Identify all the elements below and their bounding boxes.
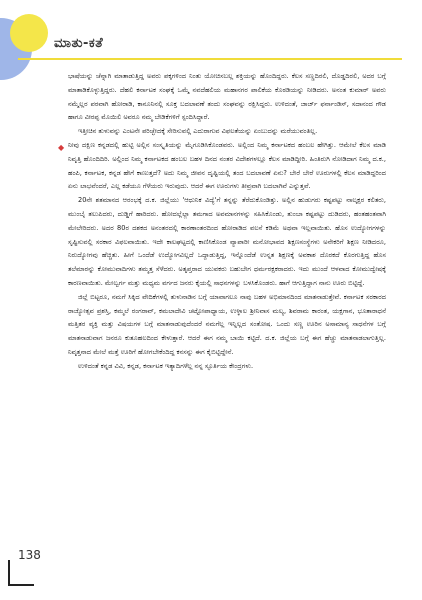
page-number: 138 bbox=[18, 548, 41, 562]
paragraph: ಭಾಷೆಯನ್ನು ಚೆನ್ನಾಗಿ ಮಾತಾಡುತ್ತಿದ್ದ ಅವರು ಪಕ್ಕಗಳಿಂದ ನಿಂತು ಯೋಚಿಸಬಲ್ಲ ಶಕ್ತಿಯನ್ನು ಹೊಂದಿದ್ದರು. ಕೆಲಸ ಸಣ್ಣದಿರಲಿ, ದೊಡ್ಡದಿರಲಿ, ಅದರ ಬಗ್ಗೆ ಮಾತಾಡಿಕೊಳ್ಳುತ್ತಿದ್ದರು. ದೆಹಲಿ ಕರ್ನಾಟಕ ಸಂಘಕ್ಕೆ ಒಮ್ಮೆ ನವದೆಹಲಿಯ ಮಹಾನಗರ ಪಾಲಿಕೆಯ ಕೊಠಡಿಯನ್ನು ನೀಡಿದರು. ಅನಂತ ಕುಮಾರ್ ಅವರು ನಮ್ಮೆಲ್ಲರ ಪರವಾಗಿ ಹೋರಾಡಿ, ಕಾನೂನಿನಲ್ಲಿ ಸೂಕ್ತ ಬದಲಾವಣೆ ತಂದು ಸಂಘವನ್ನು ರಕ್ಷಿಸಿದ್ದರು. ಉಳಿದಂತೆ, ಜಾರ್ಜ್ ಫರ್ನಾಂಡಿಸ್, ಸದಾನಂದ ಗೌಡ ಹಾಗೂ ವೀರಪ್ಪ ಮೊಯಿಲಿ ಅವರೂ ನಮ್ಮ ಬೇಡಿಕೆಗಳಿಗೆ ಸ್ಪಂದಿಸಿದ್ದಾರೆ. bbox=[68, 72, 386, 122]
paragraph: 20ನೇ ಶತಮಾನದ ಆರಂಭಕ್ಕೆ ದ.ಕ. ಜಿಲ್ಲೆಯು 'ಆಧುನಿಕ ವಿದ್ಯೆ'ಗೆ ತನ್ನನ್ನು ತೆರೆದುಕೊಂಡಿತ್ತು. ಅಲ್ಲಿನ ಹುಡುಗರು ಕಷ್ಟಪಟ್ಟು ನಾಲ್ಕಕ್ಷರ ಕಲಿತರು, ಮುಂಬೈ ತಲುಪಿದರು, ದುಡ್ಡಿಗೆ ಹಾರಿದರು. ಹೋದಲ್ಲೆಲ್ಲಾ ತಮಗಾದ ಅವಮಾನಗಳನ್ನು ಸಹಿಸಿಕೊಂಡು, ತುಂಬಾ ಕಷ್ಟಪಟ್ಟು ದುಡಿದರು, ಹಂತಹಂತವಾಗಿ ಮೇಲೇರಿದರು. ಅದರ 80ರ ದಶಕದ ಅನಂತರದಲ್ಲಿ ಕಾರಣಾಂತರದಿಂದ ಹೋರಾಡಿದ ವಲಸೆ ಕಡಿಮೆ ಅಥವಾ ಇಲ್ಲವಾಯಿತು. ಹೊಸ ಉದ್ಯೋಗಗಳನ್ನು ಸೃಷ್ಟಿಸುವಲ್ಲಿ ಸರಕಾರ ವಿಫಲವಾಯಿತು. ಇದೇ ಕಾಲಘಟ್ಟದಲ್ಲಿ ಕಾಣಿಸಿಕೊಂಡ ವ್ಯಾಪಾರೀ ಮನೋಭಾವದ ಶಿಕ್ಷಣಸಂಸ್ಥೆಗಳು ಅನೇಕರಿಗೆ ಶಿಕ್ಷಣ ನೀಡಿದರೂ, ನಿರುದ್ಯೋಗವು ಹೆಚ್ಚಿತು. ಹೀಗೆ ಒಂದೆಡೆ ಉದ್ಯೋಗವಿಲ್ಲದೆ ಒದ್ದಾಡುತ್ತಿದ್ದ, ಇನ್ನೊಂದೆಡೆ ಉನ್ನತ ಶಿಕ್ಷಣಕ್ಕೆ ಅವಕಾಶ ದೊರಕದೆ ಕೊರಗುತ್ತಿದ್ದ ಹೊಸ ತಲೆಮಾರನ್ನು ಕೋಮುವಾದಿಗಳು ತಮ್ಮತ್ತ ಸೆಳೆದರು. ಅತೃಪ್ತರಾದ ಯುವಕರು ಬಹುಬೇಗ ಧರ್ಮರಕ್ಷಕರಾದರು. ಇದು ಮುಂದೆ ಆಳವಾದ ಕೋಮುದ್ವೇಷಕ್ಕೆ ಕಾರಣವಾಯಿತು. ಮೇಲ್ವರ್ಗ ಮತ್ತು ಮಧ್ಯಮ ವರ್ಗದ ಜನರು ಕೈಯಲ್ಲಿ ಸಾಧನಗಳನ್ನು ಬಳಸಿಕೊಂಡರು. ಹಾಗೆ ಆಗುತ್ತಿದ್ದಾಗ ನಾನು ಊರು ಬಿಟ್ಟಿದ್ದೆ. bbox=[68, 196, 386, 287]
paragraph: ಜಿಲ್ಲೆ ಬಿಟ್ಟರೂ, ನಮಗೆ ಸಿಕ್ಕಿದ ವೇದಿಕೆಗಳಲ್ಲಿ ತುಳುನಾಡಿನ ಬಗ್ಗೆ ಯಾವಾಗಲೂ ನಾವು ಬಹಳ ಅಭಿಮಾನದಿಂದ ಮಾತನಾಡುತ್ತೇವೆ. ಕರ್ನಾಟಕ ಸರಕಾರದ ರಾಜ್ಯೋತ್ಸವ ಪ್ರಶಸ್ತಿ, ಕಮ್ಮಲೆ ರಂಗರಾವ್, ಕಮಲಾದೇವಿ ಚಟ್ಟೋಪಾಧ್ಯಾಯ, ಉಳ್ಳಾಲ ಶ್ರೀನಿವಾಸ ಮಲ್ಯ, ಶಿವರಾಮ ಕಾರಂತ, ಯಕ್ಷಗಾನ, ಭೂತಾರಾಧನೆ ಮತ್ತಿತರ ವ್ಯಕ್ತಿ ಮತ್ತು ವಿಷಯಗಳ ಬಗ್ಗೆ ಮಾತನಾಡುವುದೆಂದರೆ ನಮಗೆಲ್ಲ ಇನ್ನಿಲ್ಲದ ಸಂತೋಷ. ಒಂದು ಸಣ್ಣ ಊರಿನ ಅಸಾಮಾನ್ಯ ಸಾಧನೆಗಳ ಬಗ್ಗೆ ಮಾತನಾಡುವಾಗ ಜನರೂ ಕುತೂಹಲದಿಂದ ಕೇಳುತ್ತಾರೆ. ಆದರೆ ಈಗ ನಮ್ಮ ಬಾಯಿ ಕಟ್ಟಿದೆ. ದ.ಕ. ಜಿಲ್ಲೆಯ ಬಗ್ಗೆ ಈಗ ಹೆಚ್ಚು ಮಾತನಾಡಲಾಗುತ್ತಿಲ್ಲ. ನಿವೃತ್ತನಾದ ಮೇಲೆ ಮತ್ತೆ ಊರಿಗೆ ಹೋಗಬೇಕೆಂದಿದ್ದ ಕನಸನ್ನು ಈಗ ಕೈಬಿಟ್ಟಿದ್ದೇನೆ. bbox=[68, 292, 386, 356]
section-title: ಮಾತು-ಕತೆ bbox=[54, 36, 104, 51]
paragraph: ಇತ್ತೀಚಿನ ತುಳುವನ್ನು ಎಂಟನೇ ಪರಿಚ್ಛೇದಕ್ಕೆ ಸೇರಿಸುವಲ್ಲಿ ಎದುರಾಗುವ ವಿಫಲತೆಯನ್ನು ಏಂಬುದನ್ನು ಮರೆಯುವಂತಿಲ್ಲ. bbox=[78, 127, 318, 136]
header-rule bbox=[18, 58, 402, 60]
page-header bbox=[18, 36, 402, 60]
paragraph: ಉಳಿದಂತೆ ಕನ್ನಡ ವಿವಿ, ಕನ್ನಡ, ಕರ್ನಾಟಕ ಇತ್ಯಾದಿಗಳೆಲ್ಲ ನನ್ನ ಸ್ಫೂರ್ತಿಯ ಕೇಂದ್ರಗಳು. bbox=[78, 361, 254, 370]
crop-mark bbox=[8, 560, 34, 586]
question-text: ನೀವು ದಕ್ಷಿಣ ಕನ್ನಡದಲ್ಲಿ ಹುಟ್ಟಿ ಅಲ್ಲಿನ ಸಂಸ್ಕೃತಿಯನ್ನು ಮೈಗೂಡಿಸಿಕೊಂಡವರು. ಅಲ್ಲಿಂದ ನಿಮ್ಮ ಕರ್ನಾಟಕದ ಹಂಬಲ ಹೇಗಿತ್ತು. ಆಮೇಲೆ ಕೆಲಸ ಮಾಡಿ ನಿವೃತ್ತಿ ಹೊಂದಿದಿರಿ. ಅಲ್ಲಿಂದ ನಿಮ್ಮ ಕರ್ನಾಟಕದ ಹಂಬಲ ಬಹಳ ದಿನದ ನಂತರ ವಿದೇಶಗಳಲ್ಲೂ ಕೆಲಸ ಮಾಡಿದ್ದೀರಿ. ಹಿಂತಿರುಗಿ ನೋಡಿದಾಗ ನಿಮ್ಮ ದ.ಕ., ಹಂಪಿ, ಕರ್ನಾಟಕ, ಕನ್ನಡ ಹೇಗೆ ಕಾಣುತ್ತದೆ? ಅದು ನಿಮ್ಮ ಜೀವನ ದೃಷ್ಟಿಯಲ್ಲಿ ತಂದ ಬದಲಾವಣೆ ಏನು? ಬೇರೆ ಬೇರೆ ಊರುಗಳಲ್ಲಿ ಕೆಲಸ ಮಾಡಿದ್ದರಿಂದ ಏನು ಲಾಭವೆಂದರೆ, ಎಲ್ಲ ಕಡೆಯೂ ಗೆಳೆಯರು ಇರುವುದು. ಆದರೆ ಈಗ ಊರುಗಳು ತೀವ್ರವಾಗಿ ಬದಲಾಗಿವೆ ಎನ್ನುತ್ತವೆ. bbox=[68, 140, 386, 191]
article-body bbox=[58, 70, 386, 374]
diamond-icon: ◆ bbox=[58, 142, 65, 152]
question-paragraph bbox=[58, 139, 386, 194]
